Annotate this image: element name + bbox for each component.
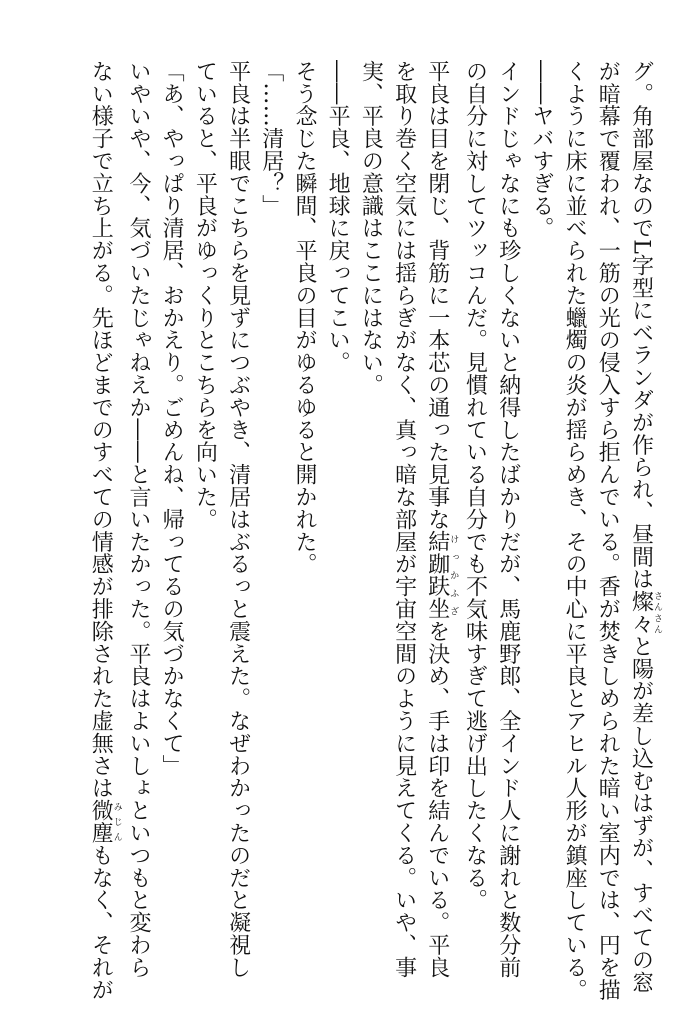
text-segment: 「……清居？」 (258, 60, 284, 217)
text-line (591, 60, 624, 1001)
text-segment: の自分に対してツッコんだ。見慣れている自分でも不気味すぎて逃げ出したくなる。 (462, 60, 488, 912)
text-line (387, 60, 420, 979)
text-line (188, 60, 221, 960)
text-line (491, 60, 524, 979)
ruby-base: 結跏趺坐 (424, 530, 450, 621)
text-segment: そう念じた瞬間、平良の目がゆるゆると開かれた。 (291, 60, 317, 576)
text-segment: を決め、手は印を結んでいる。平良 (424, 620, 450, 979)
text-line (288, 60, 321, 960)
text-line (354, 60, 387, 960)
text-line (122, 60, 155, 979)
text-segment: と陽が差し込むはずが、すべての窓 (628, 635, 654, 994)
text-segment: を取り巻く空気には揺らぎがなく、真っ暗な部屋が宇宙空間のように見えてくる。いや、事 (391, 60, 417, 979)
text-line (155, 60, 188, 960)
text-segment: 平良は半眼でこちらを見ずにつぶやき、清居はぶるっと震えた。なぜわかったのだと凝視し (225, 60, 251, 979)
text-line (221, 60, 254, 979)
text-segment: 平良は目を閉じ、背筋に一本芯の通った見事な (424, 60, 450, 531)
ruby-reading: みじん (111, 799, 122, 845)
text-line (255, 60, 288, 960)
ruby-annotated-word (628, 590, 662, 636)
text-line (458, 60, 491, 960)
text-segment: ――平良、地球に戻ってこい。 (325, 60, 351, 374)
ruby-base: 微塵 (88, 799, 114, 845)
ruby-reading: さんさん (652, 590, 662, 636)
ruby-base: 燦々 (628, 590, 654, 636)
ruby-annotated-word (424, 530, 459, 621)
text-line (558, 60, 591, 1001)
text-line (421, 60, 459, 979)
text-segment: くように床に並べられた蠟燭の炎が揺らめき、その中心に平良とアヒル人形が鎮座している。 (562, 60, 588, 1001)
text-segment: いやいや、今、気づいたじゃねえか――と言いたかった。平良はよいしょといつもと変わら (125, 60, 151, 979)
text-segment: ない様子で立ち上がる。先ほどまでのすべての情感が排除された虚無さは (88, 60, 114, 800)
ruby-reading: けっかふざ (448, 530, 459, 620)
text-segment: が暗幕で覆われ、一筋の光の侵入すら拒んでいる。香が焚きしめられた暗い室内では、円を描 (595, 60, 621, 1001)
text-line (84, 60, 122, 1001)
vertical-text-body (84, 60, 662, 1001)
text-segment: 実、平良の意識はここにはない。 (358, 60, 384, 396)
text-segment: ていると、平良がゆっくりとこちらを向いた。 (192, 60, 218, 531)
text-line (525, 60, 558, 960)
text-segment: もなく、それが (88, 844, 114, 1001)
text-segment: グ。角部屋なのでL字型にベランダが作られ、昼間は (628, 60, 654, 591)
text-segment: インドじゃなにも珍しくないと納得したばかりだが、馬鹿野郎、全インド人に謝れと数分前 (495, 60, 521, 979)
text-segment: 「あ、やっぱり清居、おかえり。ごめんね、帰ってるの気づかなくて」 (159, 60, 185, 777)
text-line (321, 60, 354, 960)
text-line (624, 60, 662, 994)
text-segment: ――ヤバすぎる。 (528, 60, 554, 240)
ruby-annotated-word (88, 799, 122, 845)
